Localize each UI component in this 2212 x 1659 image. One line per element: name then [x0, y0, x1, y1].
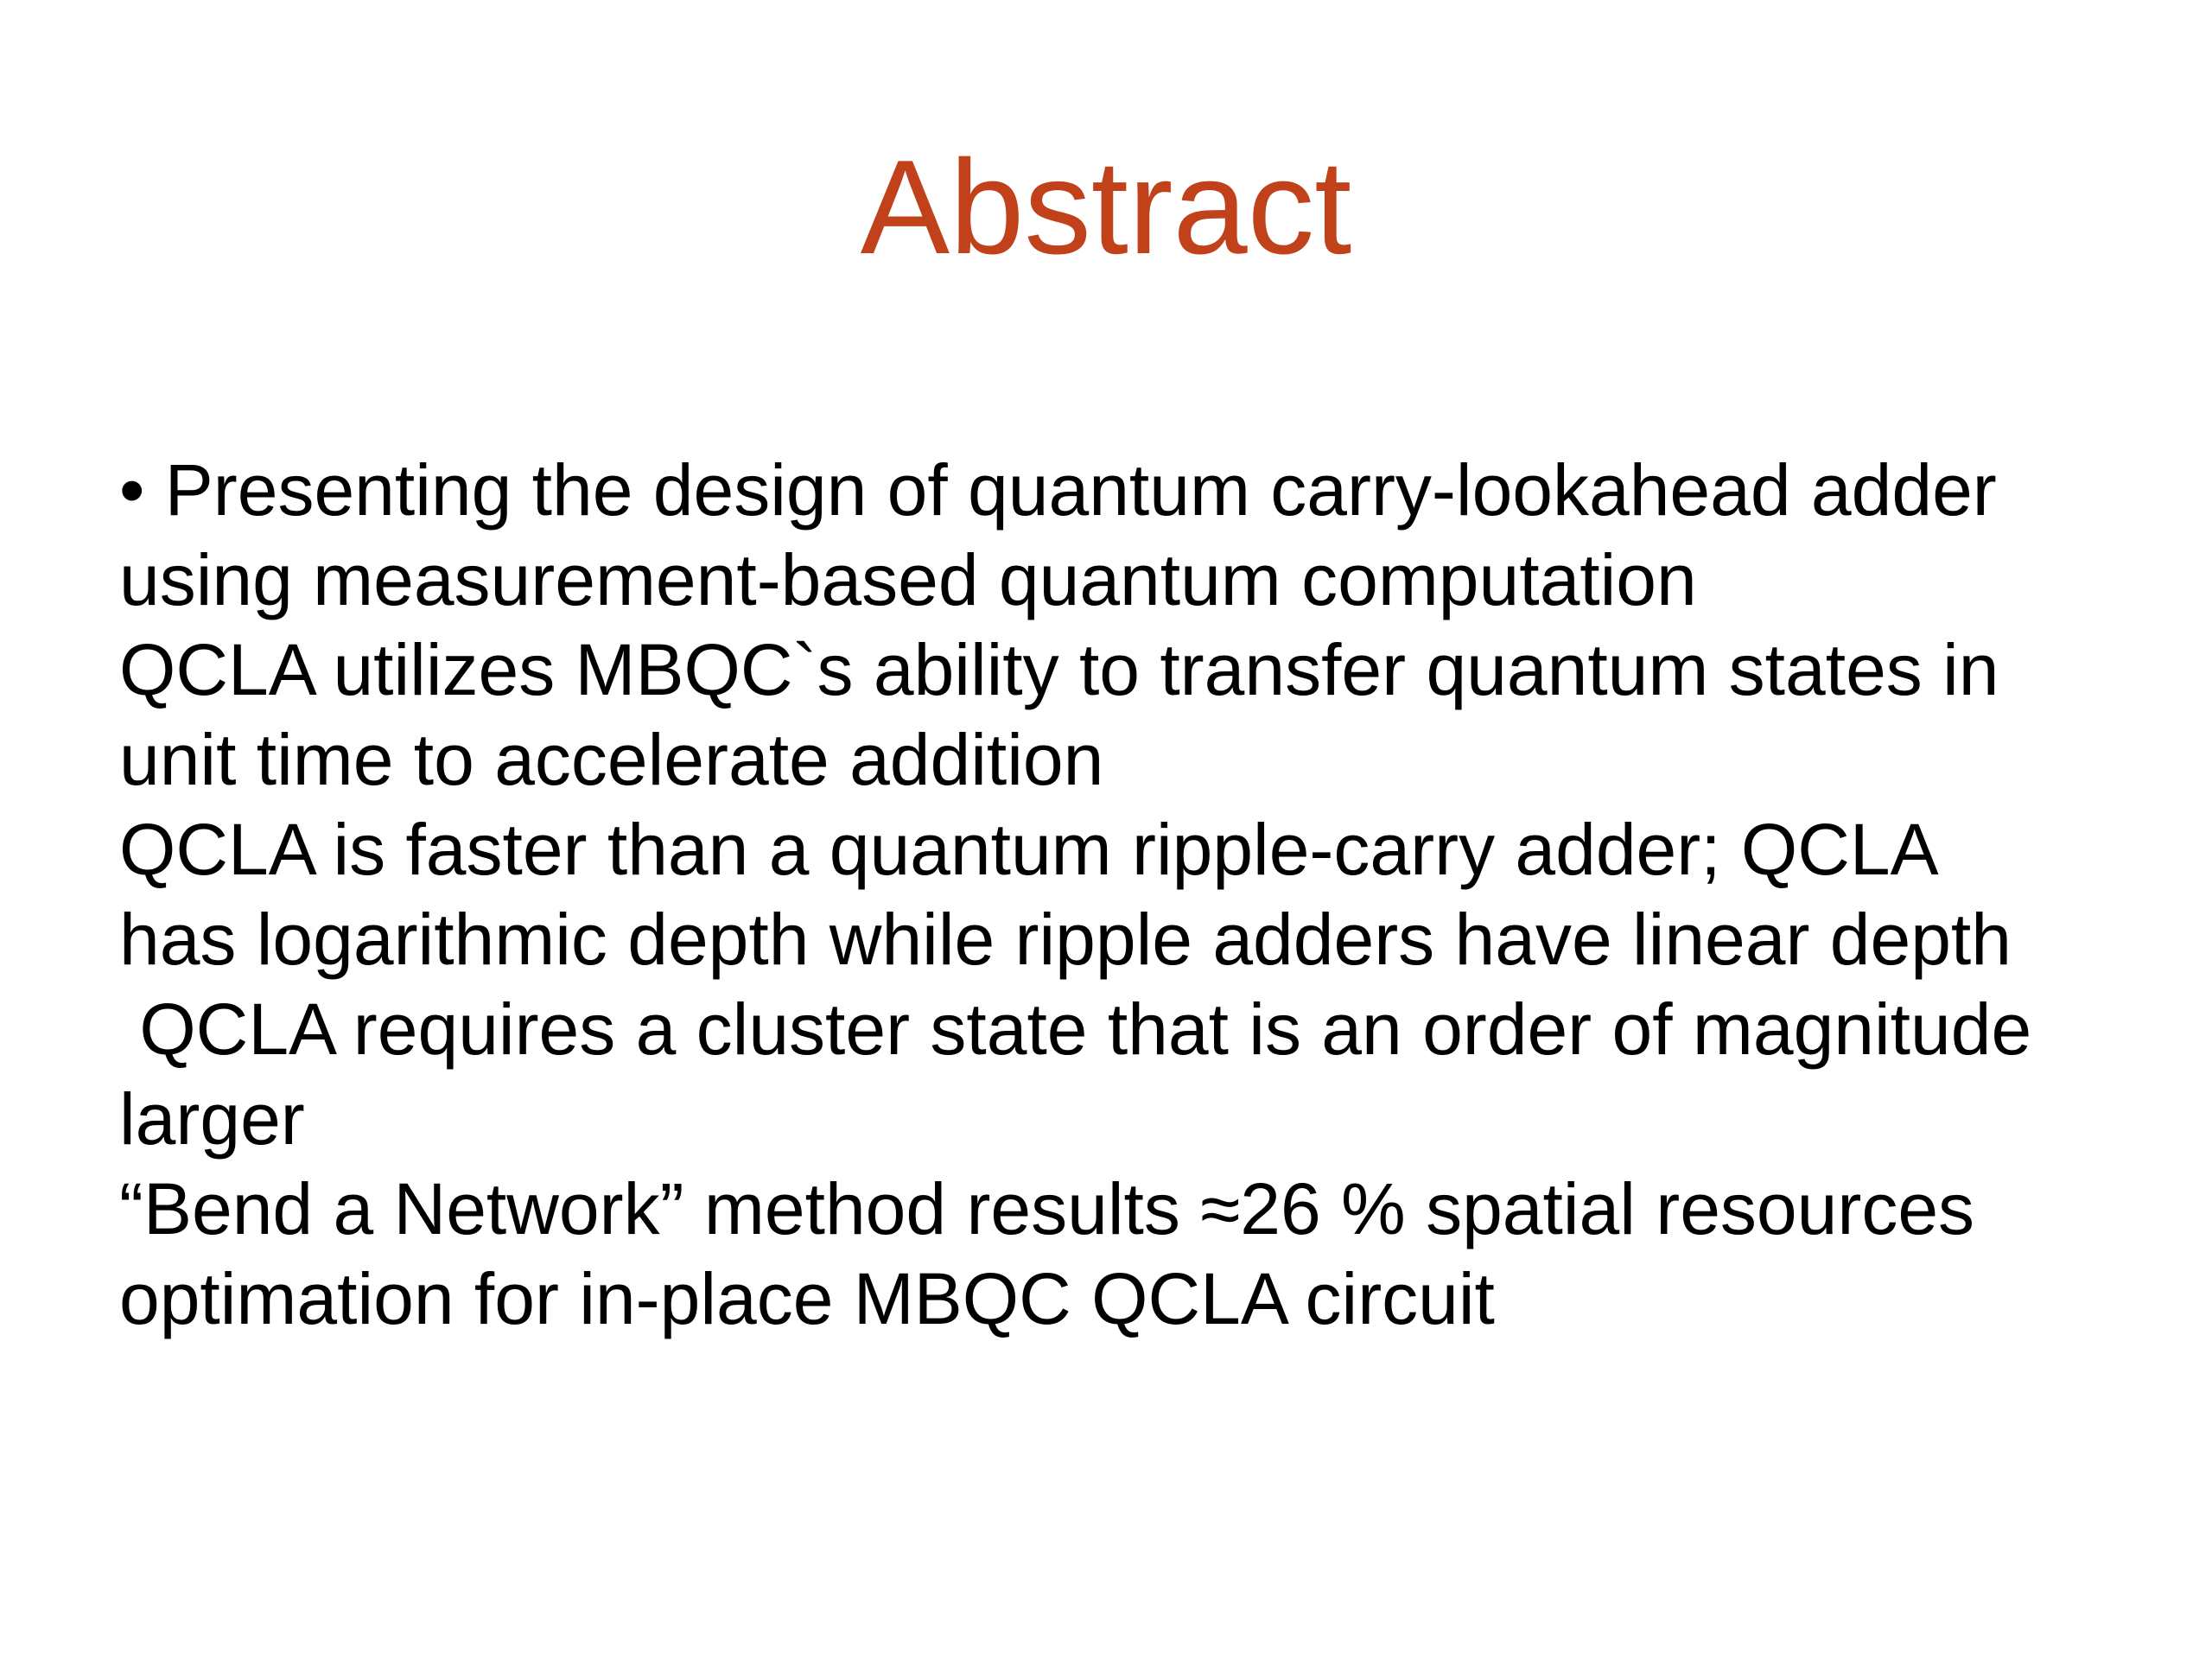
body-line: • Presenting the design of quantum carry-lookahead adder — [119, 449, 1997, 531]
body-line: QCLA is faster than a quantum ripple-carry adder; QCLA — [119, 809, 1939, 890]
body-line: QCLA utilizes MBQC`s ability to transfer quantum states in — [119, 629, 1999, 710]
body-line: using measurement-based quantum computation — [119, 539, 1697, 620]
abstract-body — [119, 445, 2133, 1344]
slide-title: Abstract — [860, 132, 1352, 282]
body-line: optimation for in-place MBQC QCLA circuit — [119, 1258, 1495, 1339]
body-line: larger — [119, 1078, 305, 1160]
body-line: has logarithmic depth while ripple adders have linear depth — [119, 899, 2012, 980]
body-line: unit time to accelerate addition — [119, 719, 1104, 800]
body-line: “Bend a Network” method results ≈26 % spatial resources — [119, 1168, 1975, 1249]
body-line: QCLA requires a cluster state that is an order of magnitude — [119, 988, 2032, 1070]
